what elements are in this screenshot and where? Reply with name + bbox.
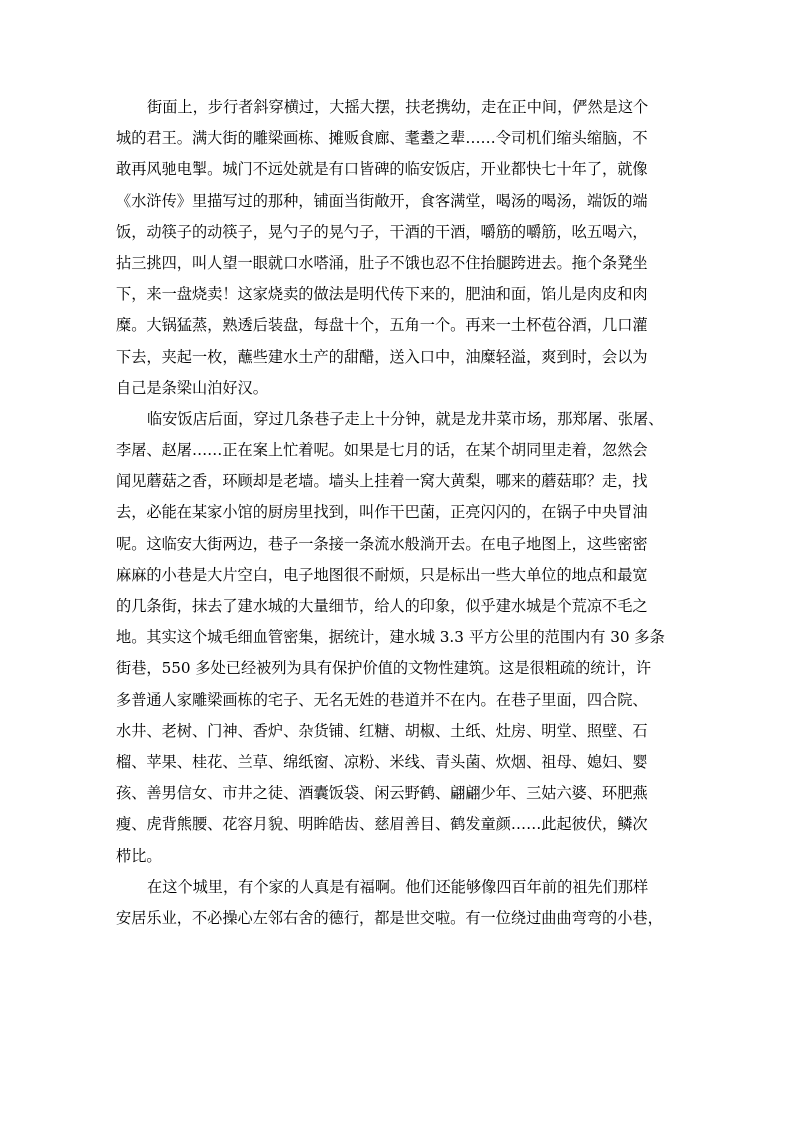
paragraph-3-line-2: 安居乐业，不必操心左邻右舍的德行，都是世交啦。有一位绕过曲曲弯弯的小巷， <box>116 908 663 927</box>
paragraph-1-line-4: 《水浒传》里描写过的那种，铺面当街敞开，食客满堂，喝汤的喝汤，端饭的端 <box>116 191 648 210</box>
paragraph-1-line-1: 街面上，步行者斜穿横过，大摇大摆，扶老携幼，走在正中间，俨然是这个 <box>147 98 649 116</box>
paragraph-2-line-5: 呢。这临安大街两边，巷子一条接一条流水般淌开去。在电子地图上，这些密密 <box>116 534 648 553</box>
paragraph-2-line-14: 瘦、虎背熊腰、花容月貌、明眸皓齿、慈眉善目、鹤发童颜……此起彼伏，鳞次 <box>116 815 648 834</box>
paragraph-1-line-10: 自己是条梁山泊好汉。 <box>116 378 268 397</box>
paragraph-1-line-7: 下，来一盘烧卖！这家烧卖的做法是明代传下来的，肥油和面，馅儿是肉皮和肉 <box>116 285 648 304</box>
paragraph-1-line-6: 拈三挑四，叫人望一眼就口水嗒涌，肚子不饿也忍不住抬腿跨进去。拖个条凳坐 <box>116 253 648 272</box>
article-body <box>116 92 678 934</box>
paragraph-2-line-12: 榴、苹果、桂花、兰草、绵纸窗、凉粉、米线、青头菌、炊烟、祖母、媳妇、婴 <box>116 752 648 771</box>
paragraph-1-line-2: 城的君王。满大街的雕梁画栋、摊贩食廊、耄耋之辈……令司机们缩头缩脑，不 <box>116 129 648 148</box>
paragraph-2-line-2: 李屠、赵屠……正在案上忙着呢。如果是七月的话，在某个胡同里走着，忽然会 <box>116 441 648 460</box>
paragraph-2-line-11: 水井、老树、门神、香炉、杂货铺、红糖、胡椒、土纸、灶房、明堂、照壁、石 <box>116 721 648 740</box>
paragraph-2-line-13: 孩、善男信女、市井之徒、酒囊饭袋、闲云野鹤、翩翩少年、三姑六婆、环肥燕 <box>116 784 648 803</box>
paragraph-1-line-8: 糜。大锅猛蒸，熟透后装盘，每盘十个，五角一个。再来一土杯苞谷酒，几口灌 <box>116 316 648 335</box>
paragraph-2-line-6: 麻麻的小巷是大片空白，电子地图很不耐烦，只是标出一些大单位的地点和最宽 <box>116 565 648 584</box>
paragraph-2-line-15: 栉比。 <box>116 846 162 865</box>
paragraph-3-line-1: 在这个城里，有个家的人真是有福啊。他们还能够像四百年前的祖先们那样 <box>147 877 649 896</box>
paragraph-2-line-4: 去，必能在某家小馆的厨房里找到，叫作干巴菌，正亮闪闪的，在锅子中央冒油 <box>116 503 648 522</box>
paragraph-2-line-1: 临安饭店后面，穿过几条巷子走上十分钟，就是龙井菜市场，那郑屠、张屠、 <box>147 409 664 428</box>
paragraph-2-line-7: 的几条街，抹去了建水城的大量细节，给人的印象，似乎建水城是个荒凉不毛之 <box>116 597 648 615</box>
paragraph-1-line-3: 敢再风驰电掣。城门不远处就是有口皆碑的临安饭店，开业都快七十年了，就像 <box>116 160 648 179</box>
paragraph-2-line-3: 闻见蘑菇之香，环顾却是老墙。墙头上挂着一窝大黄梨，哪来的蘑菇耶？走，找 <box>116 472 648 491</box>
paragraph-1-line-9: 下去，夹起一枚，蘸些建水土产的甜醋，送入口中，油糜轻溢，爽到时，会以为 <box>116 347 648 366</box>
paragraph-2-line-10: 多普通人家雕梁画栋的宅子、无名无姓的巷道并不在内。在巷子里面，四合院、 <box>116 690 648 709</box>
paragraph-2-line-8: 地。其实这个城毛细血管密集，据统计，建水城 3.3 平方公里的范围内有 30 多条 <box>116 628 665 647</box>
paragraph-2-line-9: 街巷，550 多处已经被列为具有保护价值的文物性建筑。这是很粗疏的统计，许 <box>116 659 652 678</box>
paragraph-1-line-5: 饭，动筷子的动筷子，晃勺子的晃勺子，干酒的干酒，嚼筋的嚼筋，吆五喝六， <box>116 222 648 241</box>
